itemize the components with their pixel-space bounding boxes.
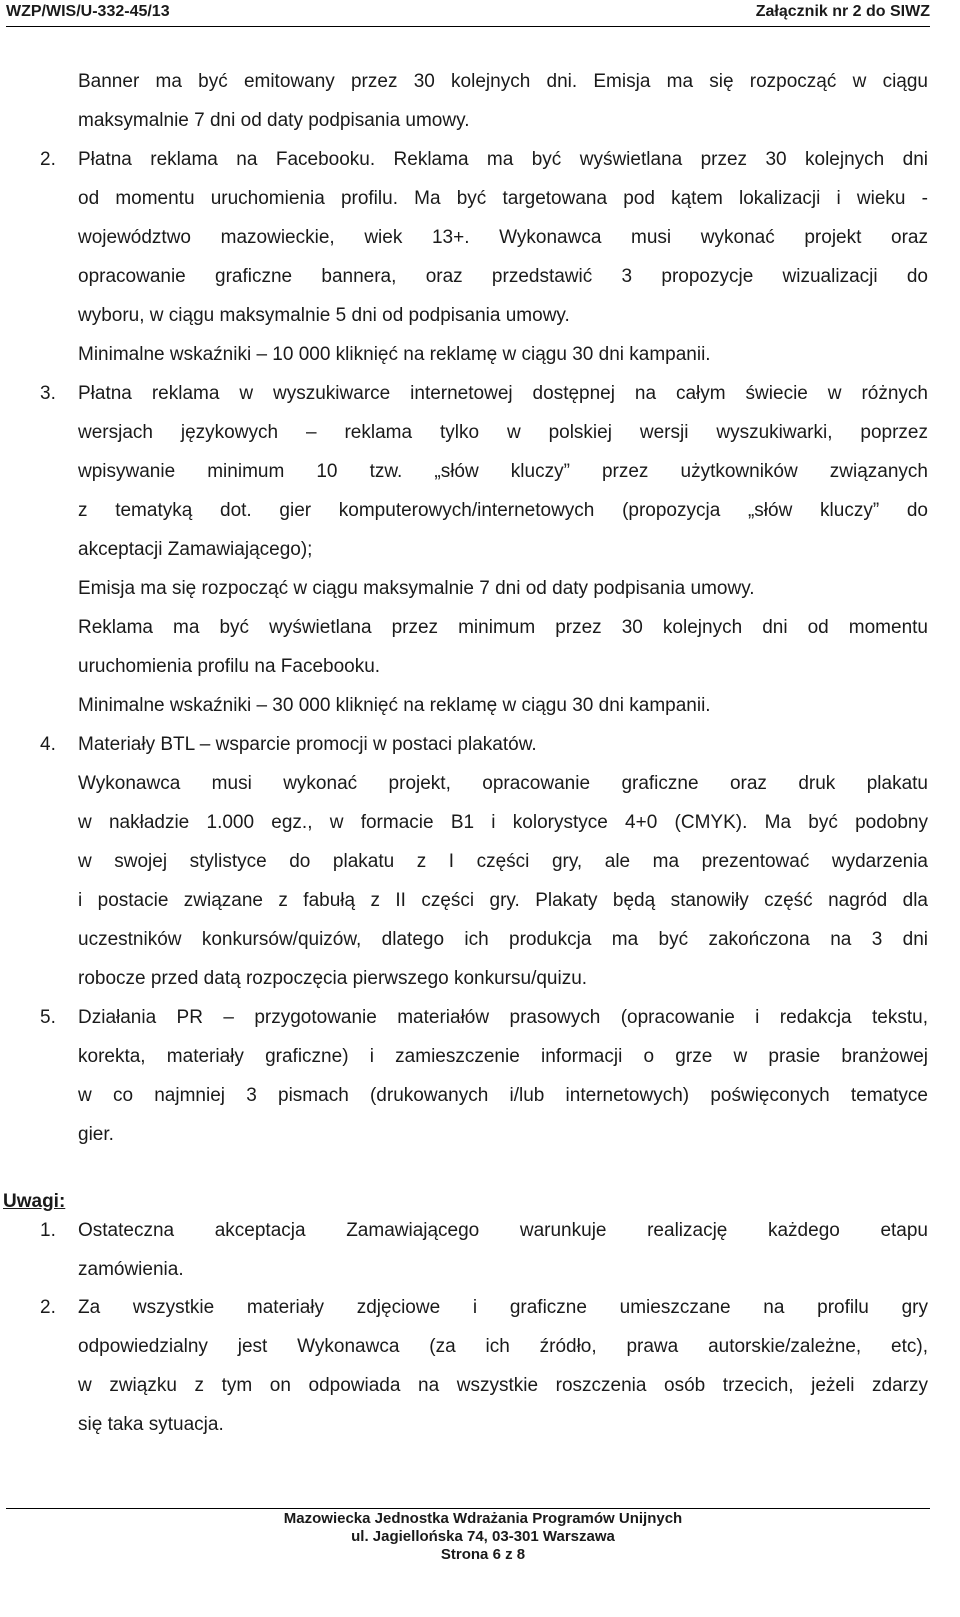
text-line: i postacie związane z fabułą z II części gry. Plakaty będą stanowiły część nagród dla <box>78 890 928 911</box>
list-number: 5. <box>40 1007 56 1028</box>
text-line: korekta, materiały graficzne) i zamieszczenie informacji o grze w prasie branżowej <box>78 1046 928 1067</box>
text-line: z tematyką dot. gier komputerowych/internetowych (propozycja „słów kluczy” do <box>78 500 928 521</box>
text-line: w związku z tym on odpowiada na wszystkie roszczenia osób trzecich, jeżeli zdarzy <box>78 1375 928 1396</box>
text-line: zamówienia. <box>78 1259 184 1280</box>
text-line: Minimalne wskaźniki – 10 000 kliknięć na reklamę w ciągu 30 dni kampanii. <box>78 344 711 365</box>
text-line: odpowiedzialny jest Wykonawca (za ich źródło, prawa autorskie/zależne, etc), <box>78 1336 928 1357</box>
text-line: w co najmniej 3 pismach (drukowanych i/lub internetowych) poświęconych tematyce <box>78 1085 928 1106</box>
text-line: Za wszystkie materiały zdjęciowe i graficzne umieszczane na profilu gry <box>78 1297 928 1318</box>
text-line: uczestników konkursów/quizów, dlatego ich produkcja ma być zakończona na 3 dni <box>78 929 928 950</box>
text-line: Reklama ma być wyświetlana przez minimum przez 30 kolejnych dni od momentu <box>78 617 928 638</box>
text-line: Minimalne wskaźniki – 30 000 kliknięć na reklamę w ciągu 30 dni kampanii. <box>78 695 711 716</box>
text-line: od momentu uruchomienia profilu. Ma być targetowana pod kątem lokalizacji i wieku - <box>78 188 928 209</box>
text-line: Płatna reklama w wyszukiwarce internetowej dostępnej na całym świecie w różnych <box>78 383 928 404</box>
text-line: uruchomienia profilu na Facebooku. <box>78 656 381 677</box>
page-footer <box>6 1508 930 1564</box>
document-reference: WZP/WIS/U-332-45/13 <box>6 3 170 20</box>
text-line: Materiały BTL – wsparcie promocji w postaci plakatów. <box>78 734 537 755</box>
text-line: w nakładzie 1.000 egz., w formacie B1 i kolorystyce 4+0 (CMYK). Ma być podobny <box>78 812 928 833</box>
attachment-label: Załącznik nr 2 do SIWZ <box>755 3 930 20</box>
page-number: Strona 6 z 8 <box>440 1546 526 1563</box>
text-line: Banner ma być emitowany przez 30 kolejnych dni. Emisja ma się rozpocząć w ciągu <box>78 71 928 92</box>
list-number: 2. <box>40 1297 56 1318</box>
list-number: 1. <box>40 1220 56 1241</box>
text-line: się taka sytuacja. <box>78 1414 224 1435</box>
text-line: województwo mazowieckie, wiek 13+. Wykonawca musi wykonać projekt oraz <box>78 227 928 248</box>
text-line: robocze przed datą rozpoczęcia pierwszego konkursu/quizu. <box>78 968 588 989</box>
page-header <box>6 0 930 27</box>
list-number: 2. <box>40 149 56 170</box>
text-line: Działania PR – przygotowanie materiałów prasowych (opracowanie i redakcja tekstu, <box>78 1007 928 1028</box>
text-line: Wykonawca musi wykonać projekt, opracowanie graficzne oraz druk plakatu <box>78 773 928 794</box>
list-number: 4. <box>40 734 56 755</box>
text-line: wyboru, w ciągu maksymalnie 5 dni od podpisania umowy. <box>78 305 570 326</box>
list-number: 3. <box>40 383 56 404</box>
organization-name: Mazowiecka Jednostka Wdrażania Programów Unijnych <box>283 1510 683 1527</box>
text-line: wpisywanie minimum 10 tzw. „słów kluczy” przez użytkowników związanych <box>78 461 928 482</box>
text-line: Ostateczna akceptacja Zamawiającego warunkuje realizację każdego etapu <box>78 1220 928 1241</box>
text-line: Płatna reklama na Facebooku. Reklama ma być wyświetlana przez 30 kolejnych dni <box>78 149 928 170</box>
text-line: opracowanie graficzne bannera, oraz przedstawić 3 propozycje wizualizacji do <box>78 266 928 287</box>
text-line: maksymalnie 7 dni od daty podpisania umowy. <box>78 110 470 131</box>
organization-address: ul. Jagiellońska 74, 03-301 Warszawa <box>351 1528 615 1545</box>
text-line: w swojej stylistyce do plakatu z I części gry, ale ma prezentować wydarzenia <box>78 851 928 872</box>
text-line: gier. <box>78 1124 114 1145</box>
text-line: wersjach językowych – reklama tylko w polskiej wersji wyszukiwarki, poprzez <box>78 422 928 443</box>
notes-heading: Uwagi: <box>3 1191 66 1212</box>
text-line: akceptacji Zamawiającego); <box>78 539 313 560</box>
text-line: Emisja ma się rozpocząć w ciągu maksymalnie 7 dni od daty podpisania umowy. <box>78 578 755 599</box>
